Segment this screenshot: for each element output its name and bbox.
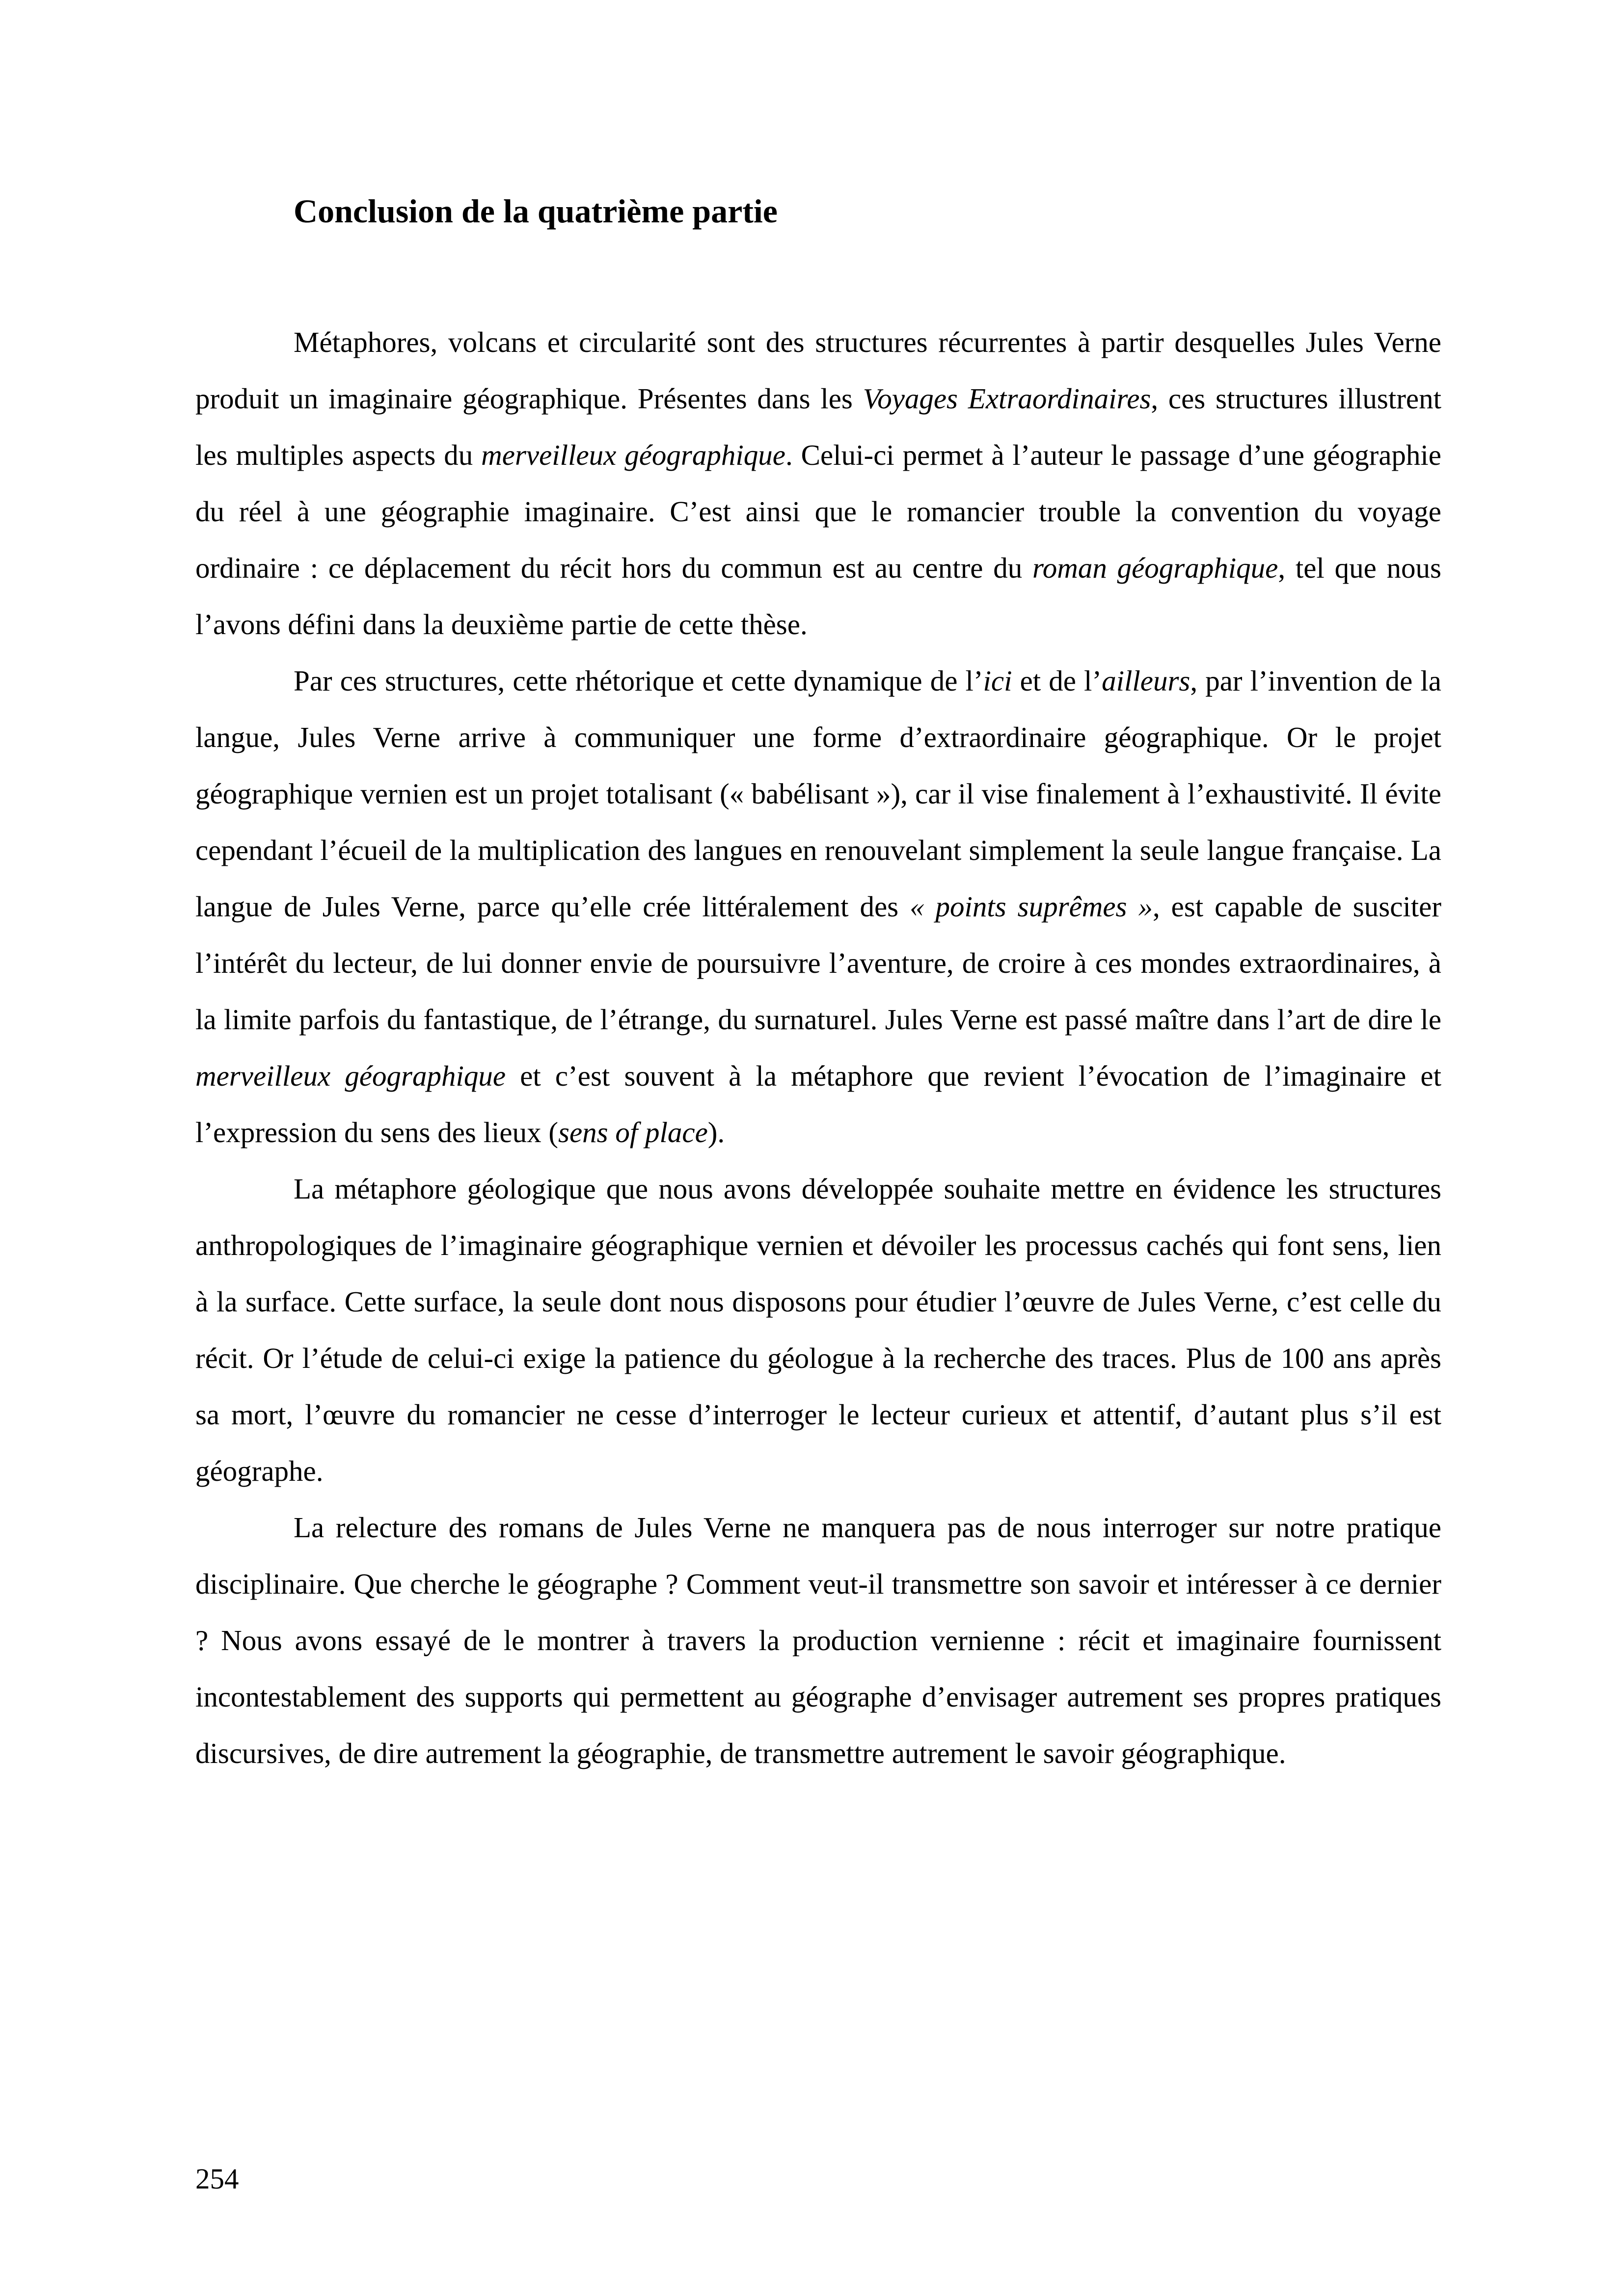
paragraph bbox=[195, 653, 1441, 1161]
text-run: , tel que nous l’avons défini dans la deuxième partie de cette thèse. bbox=[195, 552, 1442, 641]
text-run: Par ces structures, cette rhétorique et cette dynamique de l’ bbox=[294, 665, 983, 697]
text-run: , par l’invention de la langue, Jules Verne arrive à communiquer une forme d’extraordinaire géographique. Or le projet géographique vernien est un projet totalisant (« babélisant »), car il vise finalement à l’exhaustivité. Il évite cependant l’écueil de la multiplication des langues en renouvelant simplement la seule langue française. La langue de Jules Verne, parce qu’elle crée littéralement des bbox=[195, 665, 1441, 923]
text-run: et de l’ bbox=[1012, 665, 1102, 697]
italic-text: ici bbox=[983, 665, 1012, 697]
italic-text: roman géographique bbox=[1032, 552, 1278, 584]
text-run: . Celui-ci permet à l’auteur le passage d’une géographie du réel à une géographie imaginaire. C’est ainsi que le romancier trouble la convention du voyage ordinaire : ce déplacement du récit hors du commun est au centre du bbox=[195, 439, 1441, 584]
text-run: Métaphores, volcans et circularité sont des structures récurrentes à partir desquelles Jules Verne produit un imaginaire géographique. Présentes dans les bbox=[195, 326, 1441, 415]
italic-text: « points suprêmes » bbox=[910, 890, 1153, 923]
italic-text: ailleurs bbox=[1102, 665, 1190, 697]
paragraph bbox=[195, 1499, 1441, 1782]
italic-text: merveilleux géographique bbox=[195, 1060, 506, 1092]
text-run: ). bbox=[707, 1116, 725, 1148]
italic-text: Voyages Extraordinaires bbox=[863, 382, 1151, 415]
page-number: 254 bbox=[195, 2163, 239, 2195]
paragraph bbox=[195, 1161, 1441, 1499]
text-run: , est capable de susciter l’intérêt du lecteur, de lui donner envie de poursuivre l’aventure, de croire à ces mondes extraordinaires, à la limite parfois du fantastique, de l’étrange, du surnaturel. Jules Verne est passé maître dans l’art de dire le bbox=[195, 890, 1441, 1036]
section-heading: Conclusion de la quatrième partie bbox=[294, 192, 778, 230]
paragraph bbox=[195, 314, 1441, 653]
text-run: La relecture des romans de Jules Verne ne manquera pas de nous interroger sur notre pratique disciplinaire. Que cherche le géographe ? Comment veut-il transmettre son savoir et intéresser à ce dernier ? Nous avons essayé de le montrer à travers la production vernienne : récit et imaginaire fournissent incontestablement des supports qui permettent au géographe d’envisager autrement ses propres pratiques discursives, de dire autrement la géographie, de transmettre autrement le savoir géographique. bbox=[195, 1511, 1441, 1769]
italic-text: merveilleux géographique bbox=[481, 439, 785, 471]
text-run: , ces structures illustrent les multiples aspects du bbox=[195, 382, 1441, 471]
body-text bbox=[195, 314, 1441, 1782]
text-run: et c’est souvent à la métaphore que revient l’évocation de l’imaginaire et l’expression du sens des lieux ( bbox=[195, 1060, 1442, 1148]
italic-text: sens of place bbox=[558, 1116, 708, 1148]
text-run: La métaphore géologique que nous avons développée souhaite mettre en évidence les structures anthropologiques de l’imaginaire géographique vernien et dévoiler les processus cachés qui font sens, lien à la surface. Cette surface, la seule dont nous disposons pour étudier l’œuvre de Jules Verne, c’est celle du récit. Or l’étude de celui-ci exige la patience du géologue à la recherche des traces. Plus de 100 ans après sa mort, l’œuvre du romancier ne cesse d’interroger le lecteur curieux et attentif, d’autant plus s’il est géographe. bbox=[195, 1173, 1441, 1487]
